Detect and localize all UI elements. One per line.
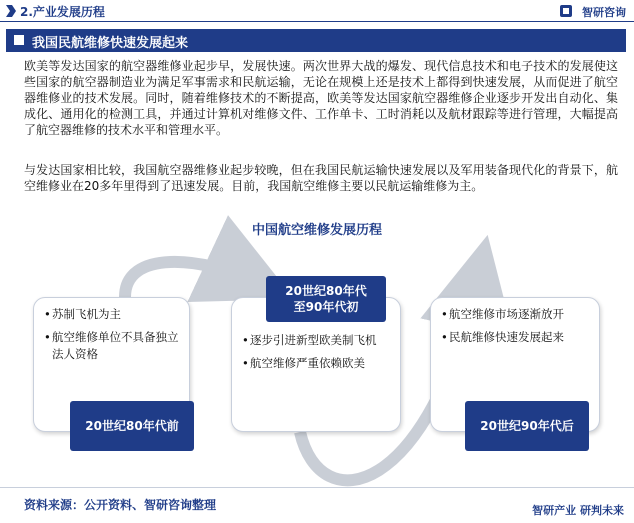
banner-title: 我国民航维修快速发展起来 (32, 36, 189, 51)
footer-brand: 智研产业 研判未来 (532, 504, 624, 517)
stage-1-point-1: • 苏制飞机为主 (44, 306, 179, 323)
paragraph-1: 欧美等发达国家的航空器维修业起步早，发展快速。两次世界大战的爆发、现代信息技术和电子技术的发展使这些国家的航空器制造业为满足军事需求和民航运输，无论在规模上还是技术上都得到快速发展，从而促进了航空器维修业的技术发展。同时，随着维修技术的不断提高，欧美等发达国家航空器维修企业逐步开发出自动化、集成化、通用化的检测工具，并通过计算机对维修文件、工作单卡、工时消耗以及航材跟踪等进行管理，大幅提高了航空器维修的技术水平和管理水平。 (24, 59, 618, 137)
timeline-title: 中国航空维修发展历程 (251, 223, 382, 238)
banner-square-icon (14, 35, 24, 45)
stage-2-point-2: • 航空维修严重依赖欧美 (242, 355, 390, 372)
section-title: 2.产业发展历程 (20, 5, 105, 19)
brand-name: 智研咨询 (582, 6, 626, 19)
stage-3-period: 20世纪90年代后 (465, 401, 589, 451)
header-divider (0, 21, 634, 22)
stage-2-point-1: • 逐步引进新型欧美制飞机 (242, 332, 390, 349)
source-note: 资料来源：公开资料、智研咨询整理 (24, 498, 217, 512)
footer-divider (0, 487, 634, 488)
paragraph-2: 与发达国家相比较，我国航空器维修业起步较晚，但在我国民航运输快速发展以及军用装备现代化的背景下，航空维修业在20多年里得到了迅速发展。目前，我国航空维修主要以民航运输维修为主。 (24, 163, 618, 193)
stage-2-period (266, 276, 386, 322)
stage-2-period-line-2: 至90年代初 (293, 300, 359, 314)
section-marker-icon (6, 5, 16, 17)
stage-1-period: 20世纪80年代前 (70, 401, 194, 451)
stage-1-point-2: • 航空维修单位不具备独立法人资格 (44, 329, 179, 363)
top-bar (0, 0, 634, 22)
brand-logo-icon (560, 5, 572, 17)
stage-3-point-1: • 航空维修市场逐渐放开 (441, 306, 589, 323)
stage-3-point-2: • 民航维修快速发展起来 (441, 329, 589, 346)
arrow-stage1-to-stage2 (125, 262, 262, 297)
section-banner (6, 29, 626, 52)
stage-2-period-line-1: 20世纪80年代 (285, 284, 367, 298)
